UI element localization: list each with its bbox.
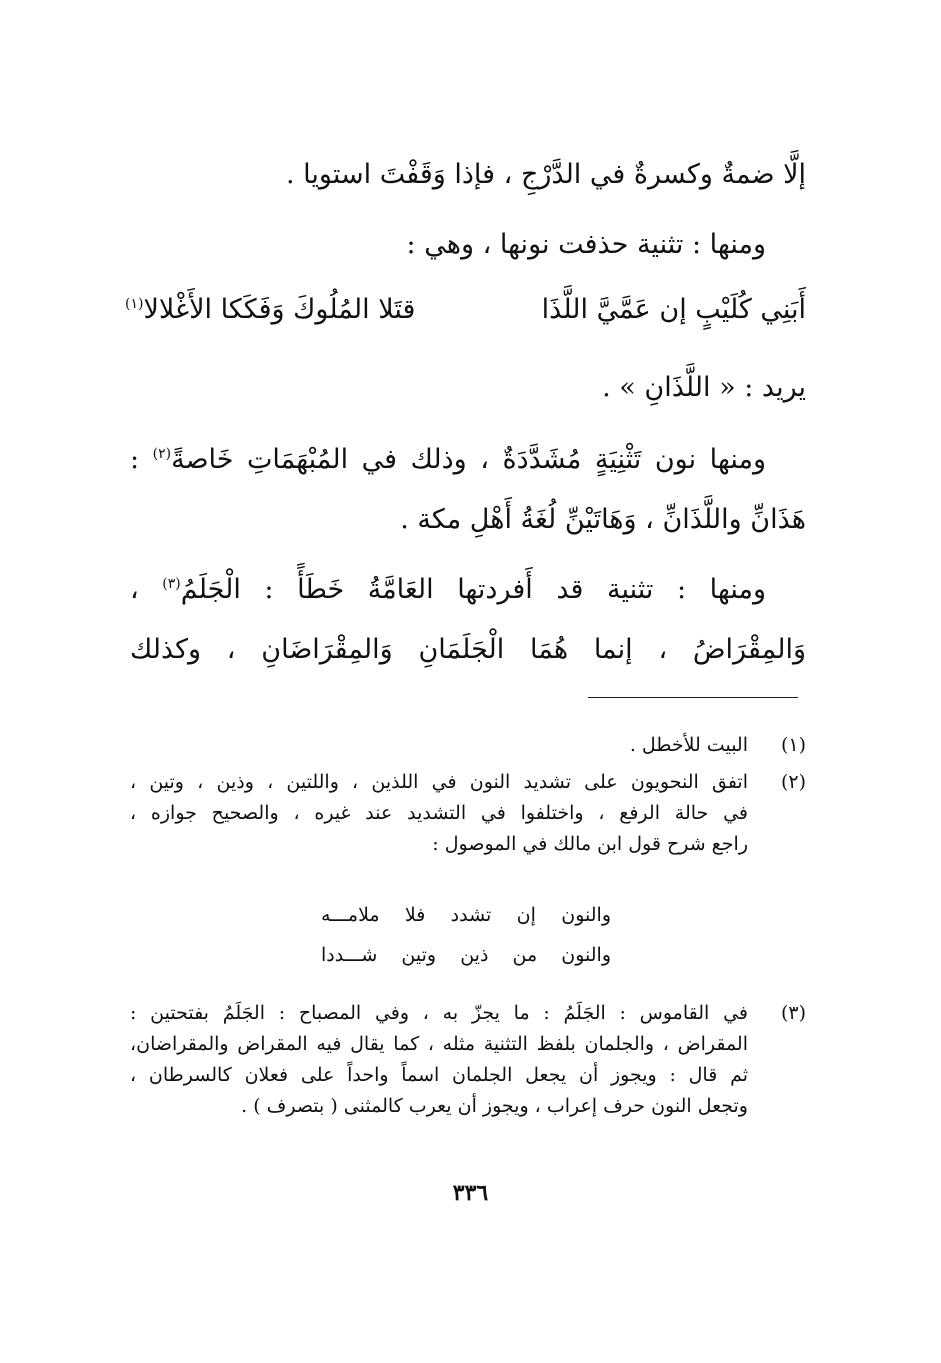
footnote-number: (٣) bbox=[780, 1002, 806, 1024]
footnote-1: (١) البيت للأخطل . bbox=[130, 730, 806, 761]
footnote-3: (٣) في القاموس : الجَلَمُ : ما يجزّ به ، وفي المصباح : الجَلَمُ بفتحتين : المقراض ، والجلمان بلفظ التثنية مثله ، كما يقال فيه المقراض والمقراضان، ثم قال : ويجوز أن يجعل الجلمان اسماً واحداً على فعلان كالسرطان ، وتجعل النون حرف إعراب ، ويجوز أن يعرب كالمثنى ( بتصرف ) . bbox=[130, 998, 806, 1122]
text-line-6: هَذَانِّ واللَّذَانِّ ، وَهَاتَيْنِّ لُغَةُ أَهْلِ مكة . bbox=[400, 504, 806, 535]
footnote-2: (٢) اتفق النحويون على تشديد النون في اللذين ، واللتين ، وذين ، وتين ، في حالة الرفع ، واختلفوا في التشديد عند غيره ، والصحيح جوازه ، راجع شرح قول ابن مالك في الموصول : bbox=[130, 767, 806, 860]
text-line-7: ومنها : تثنية قد أَفردتها العَامَّةُ خَطَأً : الْجَلَمُ$^{(٣)}$ ، bbox=[130, 574, 767, 605]
verse-first-hemistich: أَبَنِي كُلَيْبٍ إن عَمَّيَّ اللَّذَا bbox=[541, 294, 806, 325]
footnote-ref-2: (٢) bbox=[152, 446, 172, 462]
footnote-ref-3: (٣) bbox=[162, 576, 181, 592]
text-line-8: وَالمِقْرَاضُ ، إنما هُمَا الْجَلَمَانِ وَالمِقْرَاضَانِ ، وكذلك bbox=[130, 634, 806, 665]
footnote-number: (٢) bbox=[780, 771, 806, 793]
text-line-4: يريد : « اللَّذَانِ » . bbox=[602, 372, 806, 403]
footnote-number: (١) bbox=[780, 734, 806, 756]
text-line-1: إلَّا ضمةٌ وكسرةٌ في الدَّرْجِ ، فإذا وَقَفْتَ استويا . bbox=[286, 159, 806, 190]
poem-line-1: والنون إن تشدد فلا ملامـــه bbox=[321, 904, 611, 926]
poem-line-2: والنون من ذين وتين شـــددا bbox=[321, 944, 611, 966]
page-number: ٣٣٦ bbox=[452, 1180, 489, 1206]
verse-second-hemistich: قتَلا المُلُوكَ وَفَكَكا الأَغْلالا$^{(١)}$ bbox=[125, 294, 416, 325]
text-line-5: ومنها نون تَثْنِيَةٍ مُشَدَّدَةٌ ، وذلك في المُبْهَمَاتِ خَاصةً$^{(٢)}$ : bbox=[130, 444, 766, 475]
text-line-2: ومنها : تثنية حذفت نونها ، وهي : bbox=[406, 229, 766, 260]
footnote-ref-1: (١) bbox=[125, 296, 144, 312]
footnote-separator bbox=[588, 697, 798, 698]
